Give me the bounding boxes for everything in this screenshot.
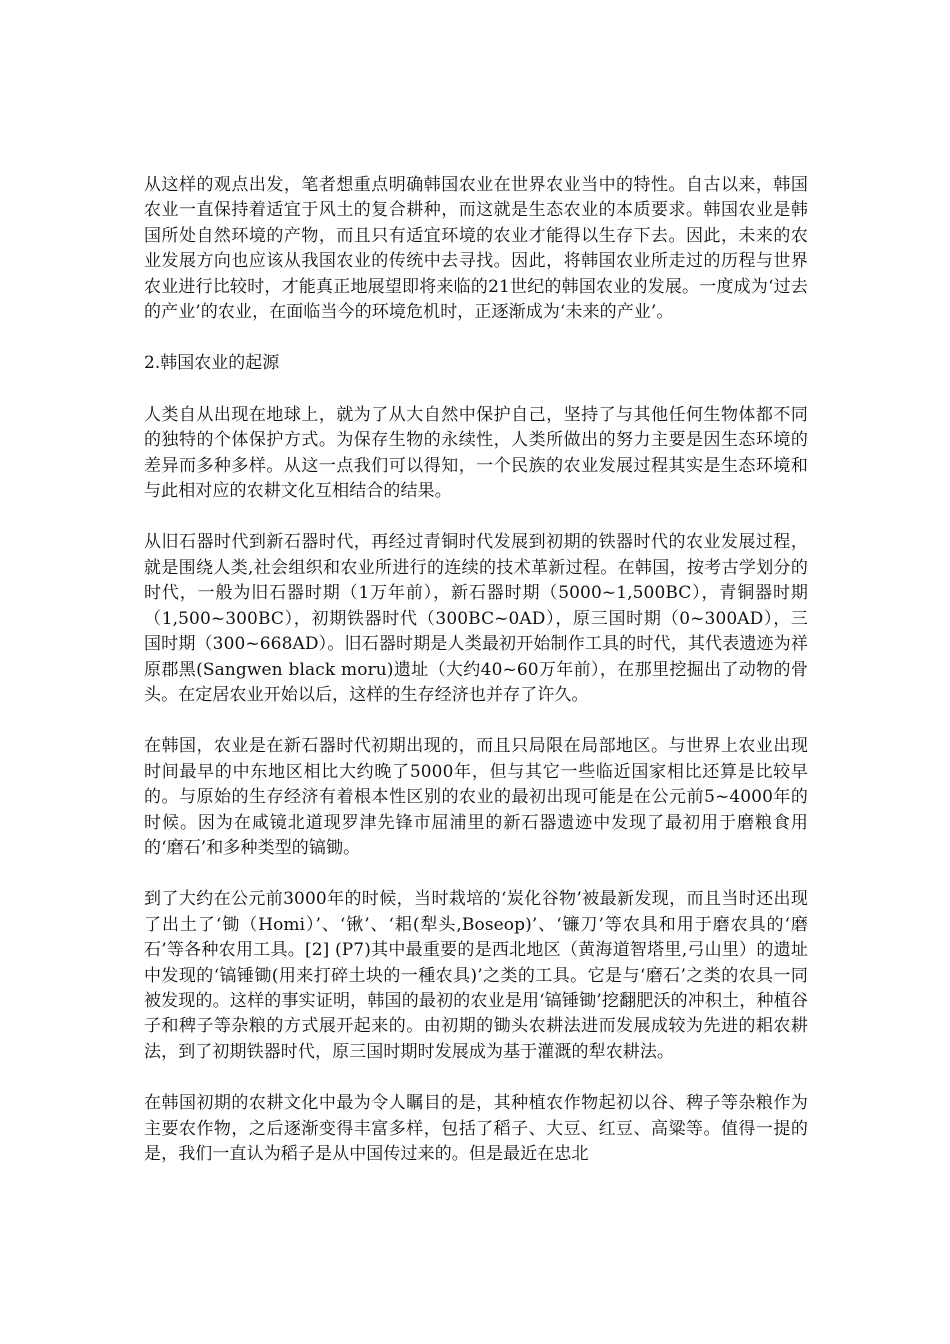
paragraph-neolithic: 在韩国，农业是在新石器时代初期出现的，而且只局限在局部地区。与世界上农业出现时间最早的中东地区相比大约晚了5000年，但与其它一些临近国家相比还算是比较早的。与原始的生存经济有着根本性区别的农业的最初出现可能是在公元前5~4000年的时候。因为在咸镜北道现罗津先锋市屈浦里的新石器遗迹中发现了最初用于磨粮食用的‘磨石’和多种类型的镐锄。 bbox=[144, 736, 808, 858]
paragraph-intro: 从这样的观点出发，笔者想重点明确韩国农业在世界农业当中的特性。自古以来，韩国农业一直保持着适宜于风土的复合耕种，而这就是生态农业的本质要求。韩国农业是韩国所处自然环境的产物，而且只有适宜环境的农业才能得以生存下去。因此，未来的农业发展方向也应该从我国农业的传统中去寻找。因此，将韩国农业所走过的历程与世界农业进行比较时，才能真正地展望即将来临的21世纪的韩国农业的发展。一度成为‘过去的产业’的农业，在面临当今的环境危机时，正逐渐成为‘未来的产业’。 bbox=[144, 175, 808, 323]
section-heading: 2.韩国农业的起源 bbox=[144, 353, 280, 374]
paragraph-eras: 从旧石器时代到新石器时代，再经过青铜时代发展到初期的铁器时代的农业发展过程，就是围绕人类,社会组织和农业所进行的连续的技术革新过程。在韩国，按考古学划分的时代，一般为旧石器时期（1万年前），新石器时期（5000~1,500BC），青铜器时期（1,500~300BC），初期铁器时代（300BC~0AD），原三国时期（0~300AD），三国时期（300~668AD）。旧石器时期是人类最初开始制作工具的时代，其代表遗迹为祥原郡黑(Sangwen black moru)遗址（大约40~60万年前），在那里挖掘出了动物的骨头。在定居农业开始以后，这样的生存经济也并存了许久。 bbox=[144, 532, 808, 705]
paragraph-crops: 在韩国初期的农耕文化中最为令人瞩目的是，其种植农作物起初以谷、稗子等杂粮作为主要农作物，之后逐渐变得丰富多样，包括了稻子、大豆、红豆、高粱等。值得一提的是，我们一直认为稻子是从中国传过来的。但是最近在忠北 bbox=[144, 1093, 808, 1164]
paragraph-tools: 到了大约在公元前3000年的时候，当时栽培的‘炭化谷物’被最新发现，而且当时还出现了出土了‘锄（Homi）’、‘锹’、‘耜(犁头,Boseop)’、‘镰刀’等农具和用于磨农具的‘磨石’等各种农用工具。[2] (P7)其中最重要的是西北地区（黄海道智塔里,弓山里）的遗址中发现的‘镐锤锄(用来打碎土块的一種农具)’之类的工具。它是与‘磨石’之类的农具一同被发现的。这样的事实证明，韩国的最初的农业是用‘镐锤锄’挖翻肥沃的冲积土，种植谷子和稗子等杂粮的方式展开起来的。由初期的锄头农耕法进而发展成较为先进的耜农耕法，到了初期铁器时代，原三国时期时发展成为基于灌溉的犁农耕法。 bbox=[144, 889, 808, 1062]
document-page bbox=[144, 173, 808, 1193]
paragraph-human-origins: 人类自从出现在地球上，就为了从大自然中保护自己，坚持了与其他任何生物体都不同的独特的个体保护方式。为保存生物的永续性，人类所做出的努力主要是因生态环境的差异而多种多样。从这一点我们可以得知，一个民族的农业发展过程其实是生态环境和与此相对应的农耕文化互相结合的结果。 bbox=[144, 404, 808, 502]
